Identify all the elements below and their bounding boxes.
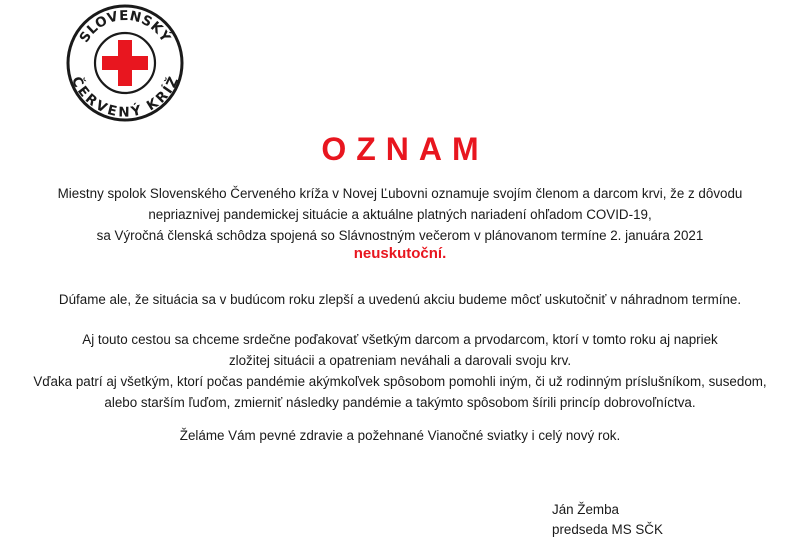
thanks-line: Vďaka patrí aj všetkým, ktorí počas pandémie akýmkoľvek spôsobom pomohli iným, či už rodinným príslušníkom, susedom, bbox=[33, 374, 767, 389]
intro-line: nepriaznivej pandemickej situácie a aktuálne platných nariadení ohľadom COVID-19, bbox=[148, 207, 652, 222]
logo-text-bottom: ČERVENÝ KRÍŽ bbox=[67, 74, 183, 121]
thanks-line: zložitej situácii a opatreniam neváhali a darovali svoju krv. bbox=[228, 353, 572, 368]
wishes-line: Želáme Vám pevné zdravie a požehnané Vianočné sviatky i celý nový rok. bbox=[179, 428, 621, 443]
signature-block bbox=[552, 500, 663, 540]
intro-line: sa Výročná členská schôdza spojená so Slávnostným večerom v plánovanom termíne 2. januára 2021 bbox=[96, 228, 704, 243]
thanks-line: Aj touto cestou sa chceme srdečne poďakovať všetkým darcom a prvodarcom, ktorí v tomto roku aj napriek bbox=[82, 332, 718, 347]
intro-paragraph bbox=[0, 183, 800, 246]
slovak-red-cross-logo bbox=[64, 2, 186, 124]
intro-line: Miestny spolok Slovenského Červeného kríža v Novej Ľubovni oznamuje svojím členom a darcom krvi, že z dôvodu bbox=[57, 186, 743, 201]
logo-text-top: SLOVENSKÝ bbox=[76, 7, 174, 46]
thanks-line: alebo starším ľuďom, zmierniť následky pandémie a takýmto spôsobom šírili princíp dobrovoľníctva. bbox=[104, 395, 696, 410]
signature-name: Ján Žemba bbox=[552, 502, 619, 517]
hope-line: Dúfame ale, že situácia sa v budúcom roku zlepší a uvedenú akciu budeme môcť uskutočniť v náhradnom termíne. bbox=[58, 292, 742, 307]
page-title: OZNAM bbox=[321, 131, 489, 167]
wishes-paragraph bbox=[0, 425, 800, 446]
hope-paragraph bbox=[0, 289, 800, 310]
red-cross-emblem bbox=[64, 2, 186, 124]
signature-role: predseda MS SČK bbox=[552, 522, 663, 537]
cancellation-emphasis: neuskutoční. bbox=[353, 245, 447, 262]
red-cross-icon bbox=[102, 40, 148, 86]
thanks-paragraph bbox=[0, 329, 800, 413]
